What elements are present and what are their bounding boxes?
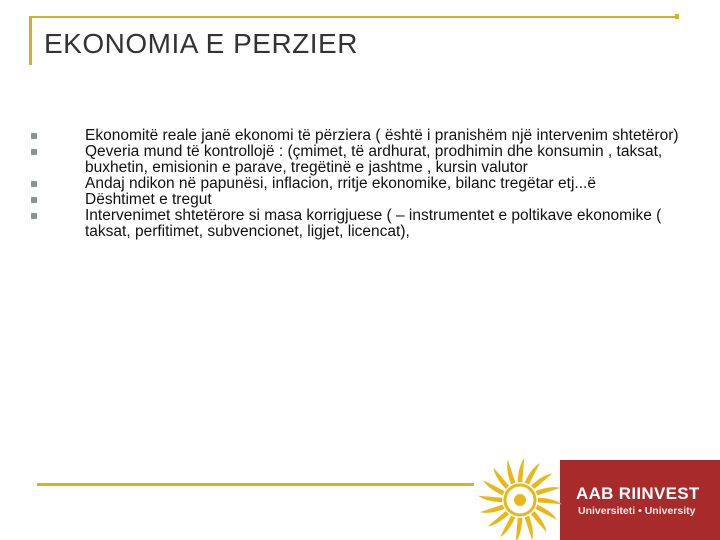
slide-title: EKONOMIA E PERZIER: [44, 28, 358, 59]
sun-ray: [480, 505, 505, 513]
sun-ray: [516, 518, 523, 540]
sun-ray: [531, 511, 547, 533]
sun-ray: [487, 511, 509, 527]
bullet-item: [28, 176, 698, 192]
bullet-text: Qeveria mund të kontrollojë : (çmimet, të ardhurat, prodhimin dhe konsumin , taksat, buxhetin, emisionin e parave, tregëtinë e jashtme , kursin valutor: [85, 143, 663, 176]
bullet-item: [28, 208, 698, 240]
sun-ray: [478, 496, 502, 503]
logo-subtitle: Universiteti • University: [578, 505, 696, 517]
bullet-list: [28, 128, 698, 240]
bullet-text: Dështimet e tregut: [85, 191, 212, 208]
sun-ray: [538, 498, 562, 505]
frame-top-end-mark: [675, 14, 679, 19]
bullet-item: [28, 144, 698, 176]
bullet-text: Andaj ndikon në papunësi, inflacion, rritje ekonomike, bilanc tregëtar etj...ë: [85, 175, 596, 192]
sun-ray: [536, 487, 561, 495]
bullet-square-icon: [31, 213, 37, 219]
bullet-text: Intervenimet shtetërore si masa korrigjuese ( – instrumentet e poltikave ekonomike ( taksat, perfitimet, subvencionet, ligjet, licencat),: [85, 207, 662, 240]
bullet-square-icon: [31, 181, 37, 187]
frame-left-line: [29, 16, 32, 65]
bullet-item: [28, 192, 698, 208]
bullet-square-icon: [31, 197, 37, 203]
footer-line: [37, 483, 474, 486]
sun-ray: [531, 473, 553, 489]
sun-ray: [507, 460, 515, 485]
sun-ray: [525, 516, 533, 540]
sun-logo-icon: [470, 455, 580, 540]
sun-ray: [518, 458, 525, 482]
sun-ray: [493, 467, 509, 489]
frame-top-line: [29, 16, 677, 18]
logo-name: AAB RIINVEST: [576, 484, 700, 503]
bullet-text: Ekonomitë reale janë ekonomi të përziera ( është i pranishëm një intervenim shtetëror): [85, 127, 679, 144]
bullet-square-icon: [31, 133, 37, 139]
bullet-item: [28, 128, 698, 144]
bullet-square-icon: [31, 149, 37, 155]
